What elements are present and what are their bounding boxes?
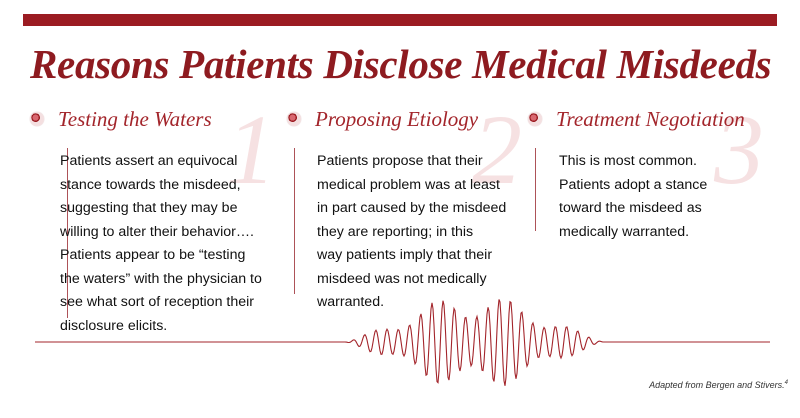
column-body [559, 150, 707, 244]
body-line: suggesting that they may be [60, 200, 238, 216]
body-line: This is most common. [559, 153, 697, 169]
reason-column-negotiation [528, 94, 778, 330]
body-line: willing to alter their behavior…. [60, 223, 254, 240]
body-line: warranted. [317, 294, 385, 310]
column-rule [535, 148, 536, 231]
circle-bullet-icon [30, 112, 44, 126]
body-line: Patients assert an equivocal [60, 153, 238, 169]
reason-column-testing [30, 94, 280, 334]
credit-text: Adapted from Bergen and Stivers. [649, 380, 785, 390]
column-rule [294, 148, 295, 294]
body-line: way patients imply that their [317, 247, 493, 263]
body-line: disclosure elicits. [60, 317, 168, 334]
body-line: see what sort of reception their [60, 294, 254, 310]
column-body [317, 150, 506, 315]
body-line: Patients adopt a stance [559, 176, 708, 193]
column-body [60, 150, 262, 338]
credit-reference: 4 [784, 380, 788, 386]
body-line: the waters” with the physician to [60, 270, 262, 287]
body-line: they are reporting; in this [317, 223, 474, 240]
circle-bullet-icon [287, 112, 301, 126]
circle-bullet-icon [528, 112, 542, 126]
reason-column-etiology [287, 94, 537, 330]
body-line: in part caused by the misdeed [317, 200, 507, 216]
body-line: misdeed was not medically [317, 270, 487, 287]
column-heading: Testing the Waters [58, 107, 212, 131]
column-heading: Treatment Negotiation [556, 107, 745, 131]
column-number: 1 [226, 94, 276, 205]
body-line: medical problem was at least [317, 176, 500, 193]
body-line: toward the misdeed as [559, 200, 702, 216]
page-title: Reasons Patients Disclose Medical Misdeeds [30, 41, 772, 87]
body-line: stance towards the misdeed, [60, 176, 241, 193]
body-line: Patients propose that their [317, 153, 483, 169]
column-heading: Proposing Etiology [315, 107, 479, 131]
column-number: 2 [472, 94, 522, 205]
body-line: medically warranted. [559, 223, 690, 240]
source-credit [649, 380, 788, 390]
body-line: Patients appear to be “testing [60, 247, 246, 263]
column-number: 3 [714, 94, 764, 205]
